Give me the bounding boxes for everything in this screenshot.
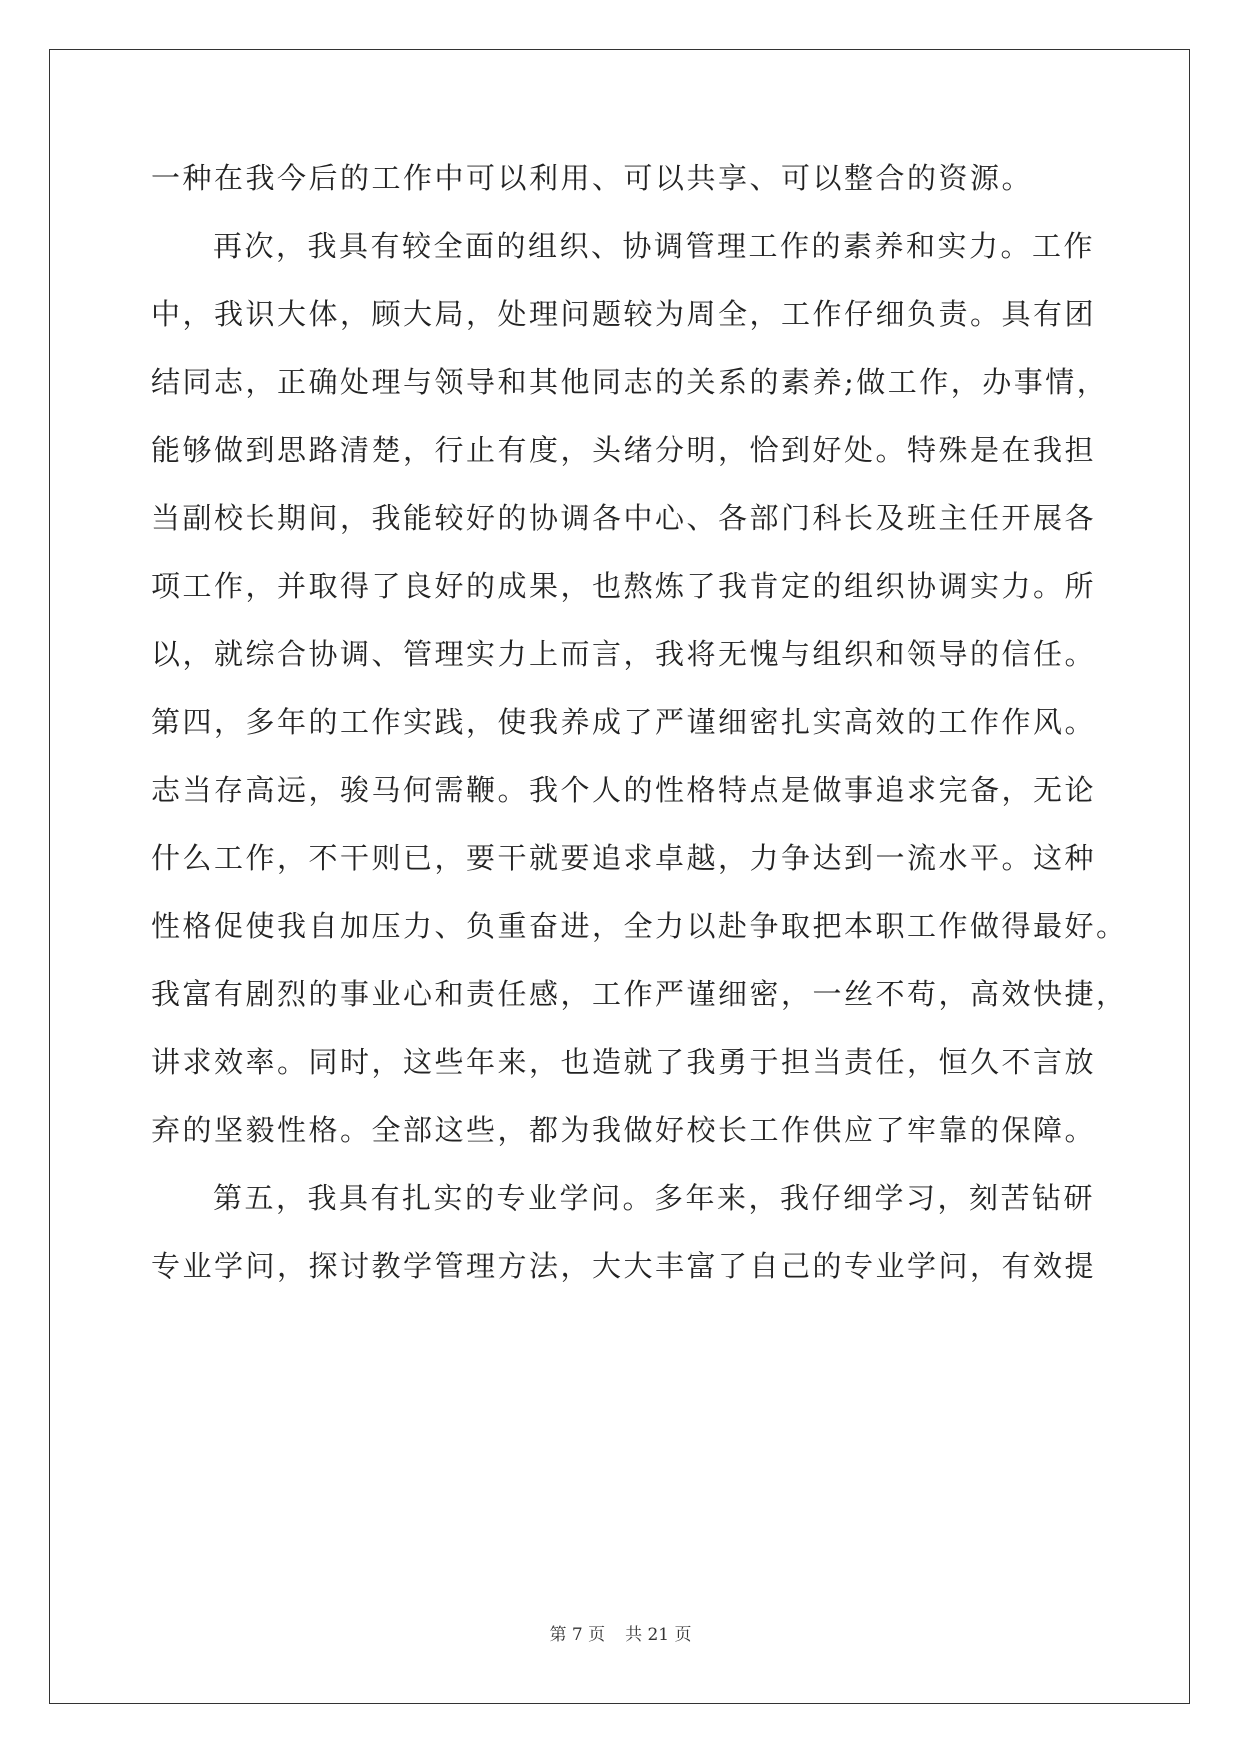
text-line: 再次，我具有较全面的组织、协调管理工作的素养和实力。工作 — [213, 229, 1096, 263]
text-line: 一种在我今后的工作中可以利用、可以共享、可以整合的资源。 — [151, 161, 1034, 195]
text-line: 能够做到思路清楚，行止有度，头绪分明，恰到好处。特殊是在我担 — [151, 433, 1097, 467]
text-line: 第四，多年的工作实践，使我养成了严谨细密扎实高效的工作作风。 — [151, 705, 1097, 739]
text-line: 性格促使我自加压力、负重奋进，全力以赴争取把本职工作做得最好。 — [151, 909, 1128, 943]
text-line: 结同志，正确处理与领导和其他同志的关系的素养;做工作，办事情， — [151, 365, 1109, 399]
text-line: 项工作，并取得了良好的成果，也熬炼了我肯定的组织协调实力。所 — [151, 569, 1097, 603]
text-line: 志当存高远，骏马何需鞭。我个人的性格特点是做事追求完备，无论 — [151, 773, 1097, 807]
page-number: 第 7 页 — [549, 1625, 606, 1645]
page-footer — [0, 1620, 1241, 1645]
text-line: 讲求效率。同时，这些年来，也造就了我勇于担当责任，恒久不言放 — [151, 1045, 1097, 1079]
text-line: 专业学问，探讨教学管理方法，大大丰富了自己的专业学问，有效提 — [151, 1249, 1097, 1283]
text-line: 中，我识大体，顾大局，处理问题较为周全，工作仔细负责。具有团 — [151, 297, 1097, 331]
text-line: 什么工作，不干则已，要干就要追求卓越，力争达到一流水平。这种 — [151, 841, 1097, 875]
page-total: 共 21 页 — [625, 1625, 692, 1645]
text-line: 我富有剧烈的事业心和责任感，工作严谨细密，一丝不苟，高效快捷， — [151, 977, 1128, 1011]
text-line: 当副校长期间，我能较好的协调各中心、各部门科长及班主任开展各 — [151, 501, 1097, 535]
text-line: 弃的坚毅性格。全部这些，都为我做好校长工作供应了牢靠的保障。 — [151, 1113, 1097, 1147]
text-line: 第五，我具有扎实的专业学问。多年来，我仔细学习，刻苦钻研 — [213, 1181, 1096, 1215]
text-line: 以，就综合协调、管理实力上而言，我将无愧与组织和领导的信任。 — [151, 637, 1097, 671]
